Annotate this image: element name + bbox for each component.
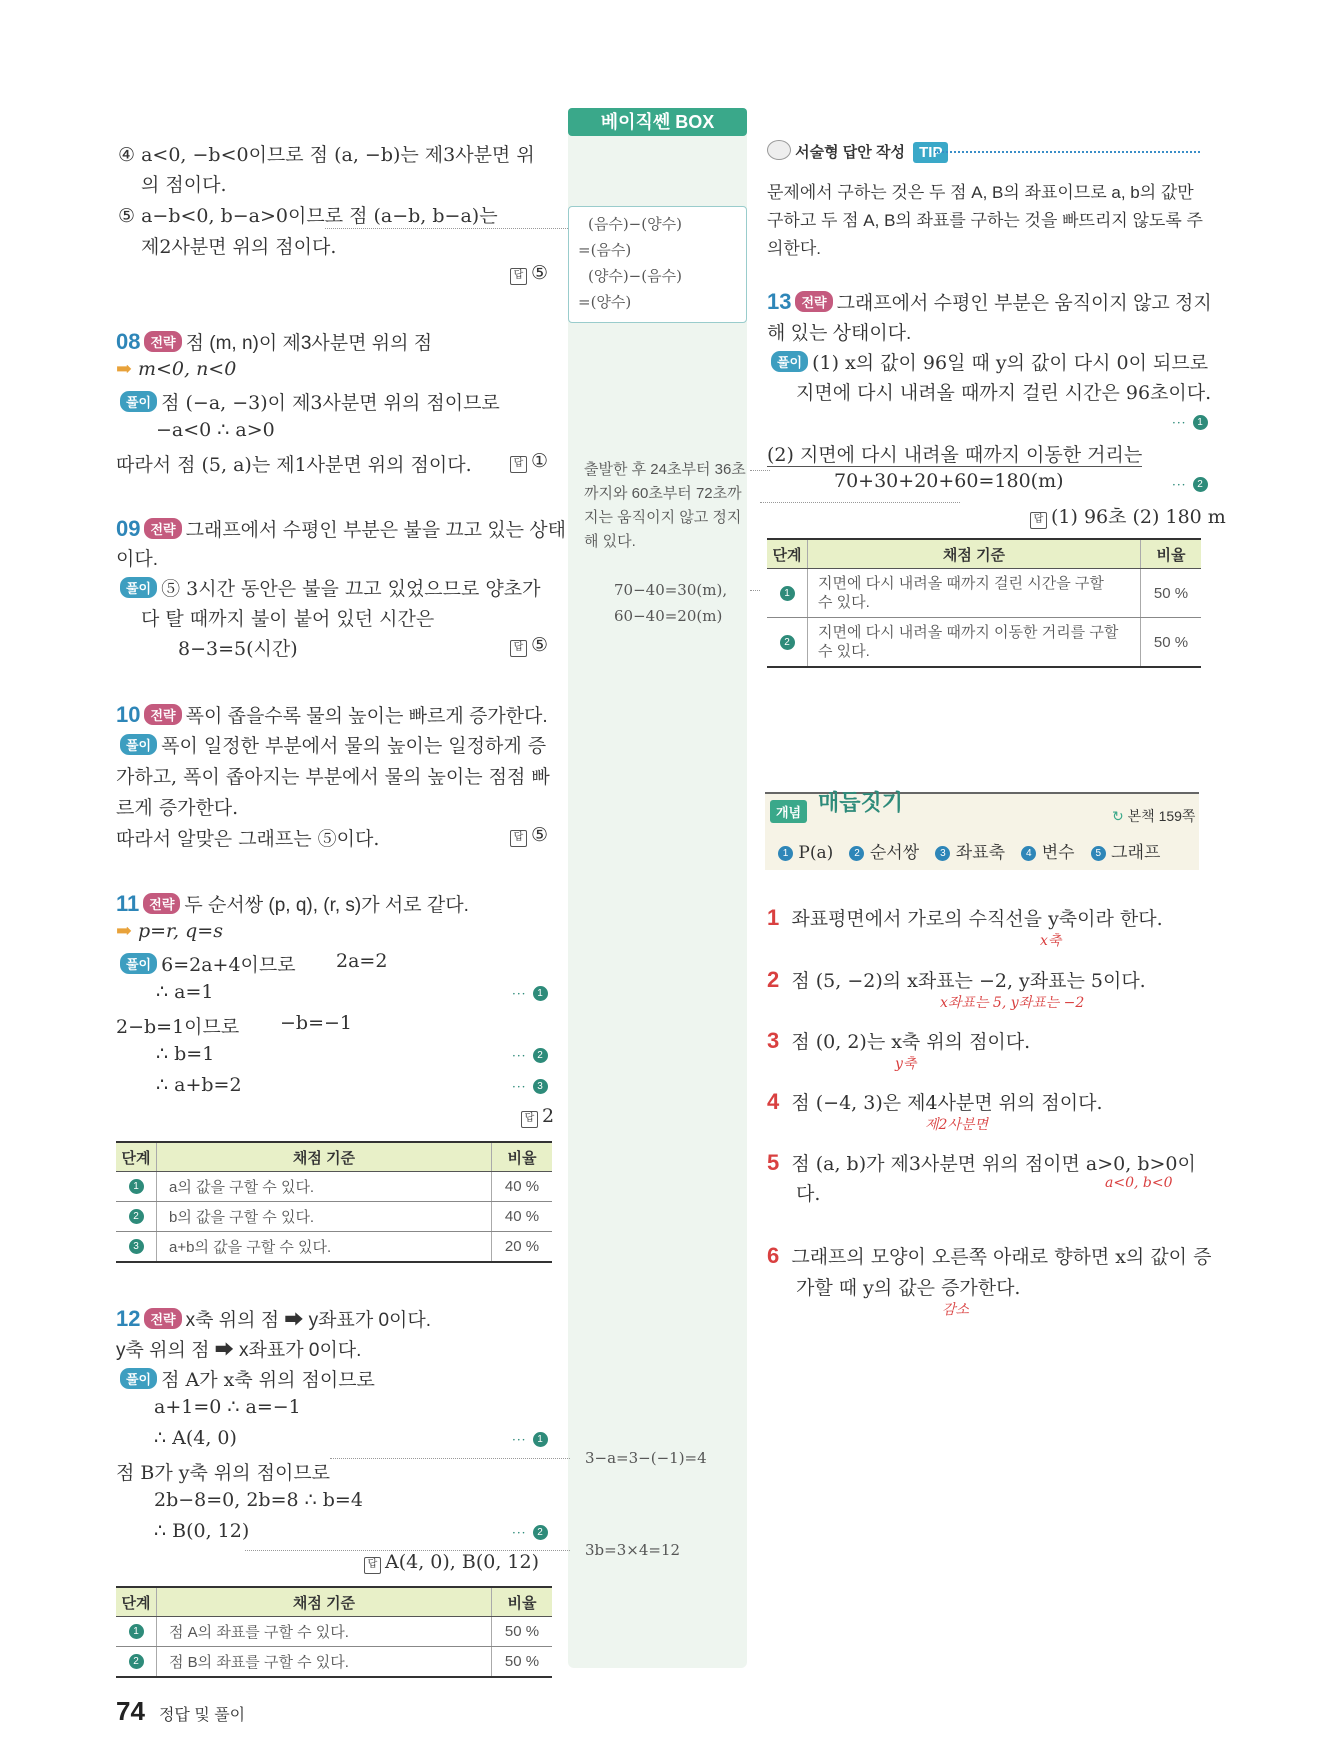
quiz-item: 2 점 (5, −2)의 x좌표는 −2, y좌표는 5이다. bbox=[767, 967, 1146, 992]
question-number: 09 bbox=[116, 516, 141, 541]
question-number: 11 bbox=[116, 891, 140, 916]
strategy-tag: 전략 bbox=[144, 518, 181, 539]
q10-header: 10 전략 폭이 좁을수록 물의 높이는 빠르게 증가한다. bbox=[116, 702, 548, 727]
side-note: 해 있다. bbox=[584, 533, 636, 550]
answer-icon: 답 bbox=[510, 268, 527, 285]
question-number: 12 bbox=[116, 1306, 141, 1331]
q7-answer: 답 ⑤ bbox=[510, 262, 548, 285]
question-number: 13 bbox=[767, 289, 792, 314]
table-row: 1 지면에 다시 내려올 때까지 걸린 시간을 구할 수 있다. 50 % bbox=[767, 569, 1201, 618]
quiz-correction: a<0, b<0 bbox=[1105, 1175, 1173, 1191]
number-5-icon: 5 bbox=[1091, 846, 1106, 861]
q12-line: 점 B가 y축 위의 점이므로 bbox=[116, 1462, 331, 1484]
q9-header: 09 전략 그래프에서 수평인 부분은 불을 끄고 있는 상태 bbox=[116, 516, 567, 541]
answer-icon: 답 bbox=[521, 1111, 538, 1128]
step-1-icon: 1 bbox=[129, 1179, 144, 1194]
q8-arrow: ➡ m<0, n<0 bbox=[116, 358, 237, 380]
arrow-icon: ➡ bbox=[116, 358, 132, 380]
side-note: 지는 움직이지 않고 정지 bbox=[584, 509, 742, 526]
strategy-tag: 전략 bbox=[144, 1308, 181, 1329]
column-header: 단계 bbox=[116, 1587, 157, 1617]
leader-line bbox=[325, 228, 568, 229]
quiz-item: 3 점 (0, 2)는 x축 위의 점이다. bbox=[767, 1028, 1031, 1053]
q12-line: ∴ A(4, 0) bbox=[154, 1427, 237, 1449]
q7-line: ⑤ a−b<0, b−a>0이므로 점 (a−b, b−a)는 bbox=[118, 205, 498, 227]
q13-line: 70+30+20+60=180(m) bbox=[834, 470, 1064, 492]
quiz-item: 5 점 (a, b)가 제3사분면 위의 점이면 a>0, b>0이 bbox=[767, 1150, 1196, 1175]
table-row: 3 a+b의 값을 구할 수 있다. 20 % bbox=[116, 1232, 552, 1263]
q13-solution: 풀이 (1) x의 값이 96일 때 y의 값이 다시 0이 되므로 bbox=[767, 348, 1208, 375]
concept-ref: ↻ 본책 159쪽 bbox=[1112, 808, 1196, 824]
quiz-correction: 감소 bbox=[942, 1302, 970, 1318]
side-note-column bbox=[568, 110, 747, 1668]
q10-solution: 풀이 폭이 일정한 부분에서 물의 높이는 일정하게 증 bbox=[116, 731, 546, 758]
column-header: 단계 bbox=[116, 1142, 157, 1172]
table-row: 2 점 B의 좌표를 구할 수 있다. 50 % bbox=[116, 1647, 552, 1678]
mascot-icon bbox=[767, 140, 791, 160]
q10-line: 르게 증가한다. bbox=[116, 797, 239, 819]
strategy-tag: 전략 bbox=[144, 331, 181, 352]
page-footer bbox=[116, 1696, 245, 1727]
question-number: 08 bbox=[116, 329, 141, 354]
leader-line bbox=[330, 1458, 570, 1459]
column-header: 단계 bbox=[767, 539, 808, 569]
refresh-icon: ↻ bbox=[1112, 808, 1124, 824]
box-line: =(양수) bbox=[578, 293, 632, 311]
solution-tag: 풀이 bbox=[120, 577, 157, 598]
box-line: (음수)−(양수) bbox=[588, 215, 682, 233]
q8-line: 따라서 점 (5, a)는 제1사분면 위의 점이다. bbox=[116, 454, 472, 476]
footer-label: 정답 및 풀이 bbox=[158, 1707, 246, 1724]
q13-answer: 답 (1) 96초 (2) 180 m bbox=[1030, 502, 1226, 529]
tip-line: 구하고 두 점 A, B의 좌표를 구하는 것을 빠뜨리지 않도록 주 bbox=[767, 211, 1203, 230]
q12-line: a+1=0 ∴ a=−1 bbox=[154, 1396, 301, 1418]
table-row: 1 a의 값을 구할 수 있다. 40 % bbox=[116, 1172, 552, 1202]
basic-box-title: 베이직쎈 BOX bbox=[568, 108, 747, 136]
tip-badge: TIP bbox=[913, 142, 948, 163]
q8-answer: 답 ① bbox=[510, 450, 548, 473]
step-marker: ··· 2 bbox=[1172, 472, 1208, 494]
leader-line bbox=[750, 590, 760, 591]
tip-line: 문제에서 구하는 것은 두 점 A, B의 좌표이므로 a, b의 값만 bbox=[767, 183, 1194, 202]
step-2-icon: 2 bbox=[129, 1209, 144, 1224]
answer-icon: 답 bbox=[510, 640, 527, 657]
tip-header: 서술형 답안 작성 TIP bbox=[767, 140, 948, 162]
q8-line: −a<0 ∴ a>0 bbox=[156, 419, 275, 441]
q13-scoring-table bbox=[767, 538, 1201, 668]
step-1-icon: 1 bbox=[533, 1432, 548, 1447]
step-marker: ··· 1 bbox=[512, 981, 548, 1003]
column-header: 비율 bbox=[1141, 539, 1202, 569]
q7-line: ④ a<0, −b<0이므로 점 (a, −b)는 제3사분면 위 bbox=[118, 144, 535, 166]
side-note: 70−40=30(m), bbox=[614, 581, 728, 599]
solution-tag: 풀이 bbox=[120, 734, 157, 755]
leader-line bbox=[750, 470, 770, 471]
step-2-icon: 2 bbox=[780, 635, 795, 650]
quiz-correction: 제2사분면 bbox=[925, 1117, 989, 1133]
q11-line: ∴ b=1 bbox=[156, 1043, 215, 1065]
q10-answer: 답 ⑤ bbox=[510, 824, 548, 847]
strategy-tag: 전략 bbox=[143, 893, 180, 914]
q12-line: 2b−8=0, 2b=8 ∴ b=4 bbox=[154, 1489, 363, 1511]
side-note: 3−a=3−(−1)=4 bbox=[585, 1449, 707, 1467]
answer-icon: 답 bbox=[364, 1557, 381, 1574]
step-marker: ··· 1 bbox=[512, 1427, 548, 1449]
q7-line: 제2사분면 위의 점이다. bbox=[141, 236, 337, 258]
q13-line: 지면에 다시 내려올 때까지 걸린 시간은 96초이다. bbox=[796, 382, 1212, 404]
step-marker: ··· 3 bbox=[512, 1074, 548, 1096]
arrow-icon: ➡ bbox=[116, 920, 132, 942]
box-line: (양수)−(음수) bbox=[588, 267, 682, 285]
step-marker: ··· 1 bbox=[1172, 410, 1208, 432]
table-row: 2 지면에 다시 내려올 때까지 이동한 거리를 구할 수 있다. 50 % bbox=[767, 618, 1201, 668]
q13-header: 13 전략 그래프에서 수평인 부분은 움직이지 않고 정지 bbox=[767, 289, 1212, 314]
q11-answer: 답 2 bbox=[521, 1105, 554, 1128]
step-1-icon: 1 bbox=[1193, 415, 1208, 430]
column-header: 채점 기준 bbox=[157, 1587, 492, 1617]
side-note: 60−40=20(m) bbox=[614, 607, 723, 625]
column-header: 비율 bbox=[492, 1587, 553, 1617]
q8-solution: 풀이 점 (−a, −3)이 제3사분면 위의 점이므로 bbox=[116, 388, 500, 415]
page-number: 74 bbox=[116, 1696, 145, 1726]
answer-icon: 답 bbox=[1030, 512, 1047, 529]
quiz-correction: x축 bbox=[1040, 933, 1062, 949]
quiz-line: 다. bbox=[796, 1183, 821, 1205]
q13-line: (2) 지면에 다시 내려올 때까지 이동한 거리는 bbox=[767, 444, 1143, 466]
column-header: 비율 bbox=[492, 1142, 553, 1172]
strategy-text: 점 (m, n)이 제3사분면 위의 점 bbox=[185, 333, 433, 354]
number-2-icon: 2 bbox=[849, 846, 864, 861]
answer-icon: 답 bbox=[510, 830, 527, 847]
q11-line: ∴ a=1 bbox=[156, 981, 214, 1003]
q7-line: 의 점이다. bbox=[141, 174, 227, 196]
solution-tag: 풀이 bbox=[120, 953, 157, 974]
step-1-icon: 1 bbox=[129, 1624, 144, 1639]
quiz-item: 4 점 (−4, 3)은 제4사분면 위의 점이다. bbox=[767, 1089, 1103, 1114]
q12-header: 12 전략 x축 위의 점 ➡ y좌표가 0이다. bbox=[116, 1306, 432, 1331]
q8-header bbox=[116, 328, 432, 355]
q13-line: 해 있는 상태이다. bbox=[767, 323, 912, 344]
question-number: 10 bbox=[116, 702, 141, 727]
q12-line: ∴ B(0, 12) bbox=[154, 1520, 250, 1542]
q11-line: −b=−1 bbox=[280, 1012, 353, 1034]
step-1-icon: 1 bbox=[780, 586, 795, 601]
q11-arrow: ➡ p=r, q=s bbox=[116, 920, 223, 942]
solution-tag: 풀이 bbox=[771, 351, 808, 372]
q10-line: 가하고, 폭이 좁아지는 부분에서 물의 높이는 점점 빠 bbox=[116, 766, 550, 788]
quiz-item: 6 그래프의 모양이 오른쪽 아래로 향하면 x의 값이 증 bbox=[767, 1243, 1212, 1268]
q11-line: ∴ a+b=2 bbox=[156, 1074, 242, 1096]
side-note: 출발한 후 24초부터 36초 bbox=[584, 461, 746, 478]
concept-title: 매듭짓기 bbox=[818, 790, 904, 815]
q11-line: 2−b=1이므로 bbox=[116, 1016, 240, 1038]
step-marker: ··· 2 bbox=[512, 1043, 548, 1065]
q9-line: 다 탈 때까지 불이 붙어 있던 시간은 bbox=[141, 608, 435, 630]
step-3-icon: 3 bbox=[533, 1079, 548, 1094]
q12-answer: 답 A(4, 0), B(0, 12) bbox=[364, 1551, 539, 1574]
number-3-icon: 3 bbox=[935, 846, 950, 861]
side-note: 3b=3×4=12 bbox=[585, 1541, 681, 1559]
tip-divider bbox=[935, 151, 1200, 153]
column-header: 채점 기준 bbox=[808, 539, 1141, 569]
quiz-correction: y축 bbox=[895, 1056, 917, 1072]
box-line: =(음수) bbox=[578, 241, 632, 259]
concept-items: 1 P(a) 2 순서쌍 3 좌표축 4 변수 5 그래프 bbox=[778, 838, 1160, 863]
q11-solution: 풀이 6=2a+4이므로 bbox=[116, 950, 296, 977]
number-4-icon: 4 bbox=[1021, 846, 1036, 861]
step-1-icon: 1 bbox=[533, 986, 548, 1001]
side-note: 까지와 60초부터 72초까 bbox=[584, 485, 742, 502]
column-header: 채점 기준 bbox=[157, 1142, 492, 1172]
step-marker: ··· 2 bbox=[512, 1520, 548, 1542]
solution-tag: 풀이 bbox=[120, 391, 157, 412]
strategy-tag: 전략 bbox=[144, 704, 181, 725]
q10-line: 따라서 알맞은 그래프는 ⑤이다. bbox=[116, 828, 380, 850]
leader-line bbox=[760, 502, 960, 503]
step-2-icon: 2 bbox=[129, 1654, 144, 1669]
q12-solution: 풀이 점 A가 x축 위의 점이므로 bbox=[116, 1365, 375, 1392]
strategy-tag: 전략 bbox=[795, 291, 832, 312]
step-2-icon: 2 bbox=[533, 1525, 548, 1540]
q9-line: 8−3=5(시간) bbox=[178, 638, 298, 660]
table-row: 1 점 A의 좌표를 구할 수 있다. 50 % bbox=[116, 1617, 552, 1647]
quiz-item: 1 좌표평면에서 가로의 수직선을 y축이라 한다. bbox=[767, 905, 1163, 930]
q9-line: 이다. bbox=[116, 549, 158, 570]
step-2-icon: 2 bbox=[533, 1048, 548, 1063]
q12-line: y축 위의 점 ➡ x좌표가 0이다. bbox=[116, 1340, 362, 1361]
q11-header: 11 전략 두 순서쌍 (p, q), (r, s)가 서로 같다. bbox=[116, 891, 469, 916]
q11-line: 2a=2 bbox=[336, 950, 388, 972]
q9-answer: 답 ⑤ bbox=[510, 634, 548, 657]
step-2-icon: 2 bbox=[1193, 477, 1208, 492]
solution-tag: 풀이 bbox=[120, 1368, 157, 1389]
step-3-icon: 3 bbox=[129, 1239, 144, 1254]
q9-solution: 풀이 ⑤ 3시간 동안은 불을 끄고 있었으므로 양초가 bbox=[116, 574, 540, 601]
concept-label: 개념 bbox=[770, 800, 807, 823]
answer-icon: 답 bbox=[510, 456, 527, 473]
quiz-correction: x좌표는 5, y좌표는 −2 bbox=[940, 995, 1085, 1011]
table-row: 2 b의 값을 구할 수 있다. 40 % bbox=[116, 1202, 552, 1232]
q11-scoring-table bbox=[116, 1141, 552, 1263]
tip-line: 의한다. bbox=[767, 239, 821, 258]
q12-scoring-table bbox=[116, 1586, 552, 1678]
number-1-icon: 1 bbox=[778, 846, 793, 861]
quiz-line: 가할 때 y의 값은 증가한다. bbox=[796, 1277, 1021, 1299]
